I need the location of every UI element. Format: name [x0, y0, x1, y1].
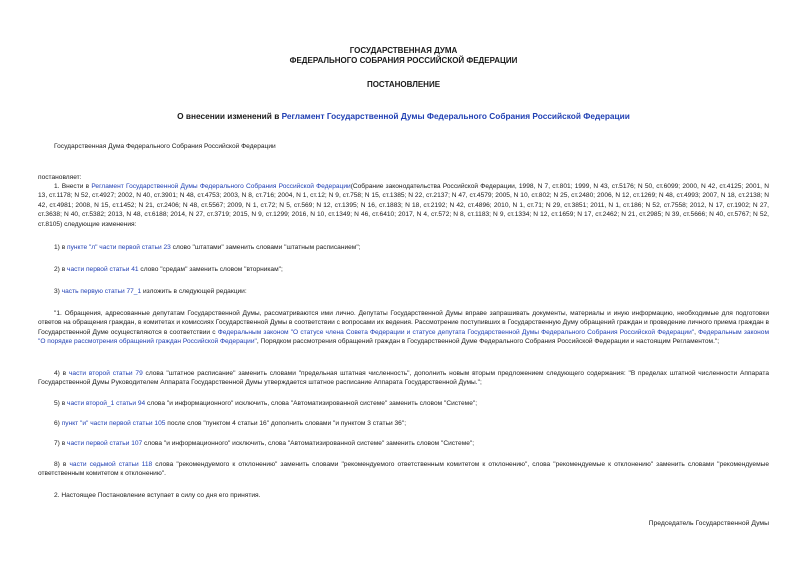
item-6-text-a: 6): [54, 420, 62, 427]
p1-link-reglament[interactable]: Регламент Государственной Думы Федерального Собрания Российской Федерации: [91, 183, 351, 190]
item-7-text-b: слова "и информационного" исключить, слова "Автоматизированной системе" заменить словом "Системе";: [142, 440, 475, 447]
title-prefix: О внесении изменений в: [177, 111, 282, 121]
item-4: [38, 369, 769, 388]
item-7-link[interactable]: части первой статьи 107: [67, 440, 143, 447]
quote-link-appeals-law[interactable]: Федеральным законом "О порядке рассмотрения обращений граждан Российской Федерации": [38, 328, 769, 346]
quote-text-a: "1. Обращения, адресованные депутатам Государственной Думы, рассматриваются ими лично. Депутаты Государственной Думы вправе запрашивать документы, материалы и иную информацию, необходимые для подготовки ответов на обращения граждан, в комитетах и комиссиях Государственной Думы в соответствии с вопросами их ведения. Рассмотрение поступивших в Государственную Думу обращений граждан и проведение личного приема граждан в Государственной Думе осуществляются в соответствии с: [38, 310, 769, 336]
quote-text-c: , Порядком рассмотрения обращений граждан в Государственной Думе Федерального Собрания Российской Федерации и настоящим Регламентом.";: [256, 338, 720, 346]
item-8-text-a: 8) в: [54, 461, 70, 468]
org-heading: [0, 46, 807, 66]
org-line-1: ГОСУДАРСТВЕННАЯ ДУМА: [349, 46, 458, 55]
item-8-link[interactable]: части седьмой статьи 118: [69, 461, 153, 468]
item-3-link[interactable]: часть первую статьи 77_1: [61, 288, 142, 295]
item-2-text-a: 2) в: [54, 266, 68, 273]
item-2: [38, 265, 769, 274]
decrees-line: постановляет:: [38, 174, 82, 181]
item-6-link[interactable]: пункт "и" части первой статьи 105: [61, 420, 166, 427]
item-5-text-a: 5) в: [54, 400, 68, 407]
item-2-link[interactable]: части первой статьи 41: [67, 266, 139, 273]
item-4-text-a: 4) в: [54, 370, 69, 377]
item-6-text-b: после слов "пунктом 4 статьи 16" дополнить словами "и пунктом 3 статьи 36";: [165, 420, 407, 427]
item-1-text-b: слово "штатами" заменить словами "штатным расписанием";: [170, 244, 361, 251]
document-title: [0, 111, 807, 121]
item-4-text-b: слова "штатное расписание" заменить словами "предельная штатная численность", дополнить новым вторым предложением следующего содержания: "В пределах штатной численности Аппарата Государственной Думы Руководителем Аппарата Государственной Думы утверждается штатное расписание Аппарата Государственной Думы.";: [38, 370, 770, 387]
item-1-link[interactable]: пункте "л" части первой статьи 23: [67, 244, 171, 251]
item-7: [38, 439, 769, 448]
paragraph-1: [38, 182, 769, 229]
quoted-text: [38, 309, 769, 347]
item-8-text-b: слова "рекомендуемого к отклонению" заменить словами "рекомендуемого ответственным комитетом к отклонению", слова "рекомендуемые к отклонению" заменить словами "рекомендуемые ответственным комитетом к отклонению".: [38, 461, 770, 478]
item-1-text-a: 1) в: [54, 244, 68, 251]
paragraph-2: 2. Настоящее Постановление вступает в силу со дня его принятия.: [54, 492, 261, 499]
item-6: [38, 419, 769, 428]
org-line-2: ФЕДЕРАЛЬНОГО СОБРАНИЯ РОССИЙСКОЙ ФЕДЕРАЦИИ: [289, 56, 518, 65]
item-3-text-a: 3): [54, 288, 62, 295]
issuer-line: Государственная Дума Федерального Собрания Российской Федерации: [54, 143, 276, 150]
p1-text-a: 1. Внести в: [54, 183, 92, 190]
item-1: [38, 243, 769, 252]
doc-type: ПОСТАНОВЛЕНИЕ: [366, 80, 441, 89]
item-2-text-b: слово "средам" заменить словом "вторникам";: [138, 266, 283, 273]
quote-text-b: ,: [694, 328, 699, 336]
signature-line: Председатель Государственной Думы: [648, 520, 769, 527]
item-3: [38, 287, 769, 296]
item-5-link[interactable]: части второй_1 статьи 94: [67, 400, 146, 407]
item-4-link[interactable]: части второй статьи 79: [68, 370, 143, 377]
p1-text-b: (Собрание законодательства Российской Федерации, 1998, N 7, ст.801; 1999, N 43, ст.5176; N 50, ст.6099; 2000, N 42, ст.4125; 2001, N 13, ст.1178; N 52, ст.4927; 2002, N 40, ст.3901; N 48, ст.4753; 2003, N 8, ст.716; 2004, N 1, ст.12; N 9, ст.758; N 15, ст.1385; N 22, ст.2137; N 47, ст.4579; 2005, N 10, ст.802; N 25, ст.2480; 2006, N 12, ст.1269; N 48, ст.4993; 2007, N 18, ст.2138; N 42, ст.4981; 2008, N 15, ст.1452; N 21, ст.2406; N 48, ст.5567; 2009, N 1, ст.72; N 5, ст.569; N 12, ст.1395; N 16, ст.1883; N 18, ст.2192; N 42, ст.4896; 2010, N 1, ст.71; N 29, ст.3851; 2011, N 1, ст.186; N 52, ст.7558; 2012, N 17, ст.1902; N 27, ст.3638; N 40, ст.5382; 2013, N 48, ст.6188; 2014, N 27, ст.3719; 2015, N 9, ст.1299; 2016, N 10, ст.1349; N 46, ст.6410; 2017, N 4, ст.572; N 8, ст.1183; N 9, ст.1334; N 12, ст.1659; N 17, ст.2462; N 21, ст.2985; N 39, ст.5666; N 40, ст.5767; N 52, ст.8105) следующие изменения:: [38, 183, 769, 228]
item-3-text-b: изложить в следующей редакции:: [141, 288, 247, 295]
item-7-text-a: 7) в: [54, 440, 68, 447]
item-5: [38, 399, 769, 408]
title-link-reglament[interactable]: Регламент Государственной Думы Федерального Собрания Российской Федерации: [281, 111, 630, 121]
quote-link-status-law[interactable]: Федеральным законом "О статусе члена Совета Федерации и статусе депутата Государственной Думы Федерального Собрания Российской Федерации": [217, 328, 695, 336]
item-5-text-b: слова "и информационного" исключить, слова "Автоматизированной системе" заменить словом "Системе";: [145, 400, 478, 407]
item-8: [38, 460, 769, 479]
